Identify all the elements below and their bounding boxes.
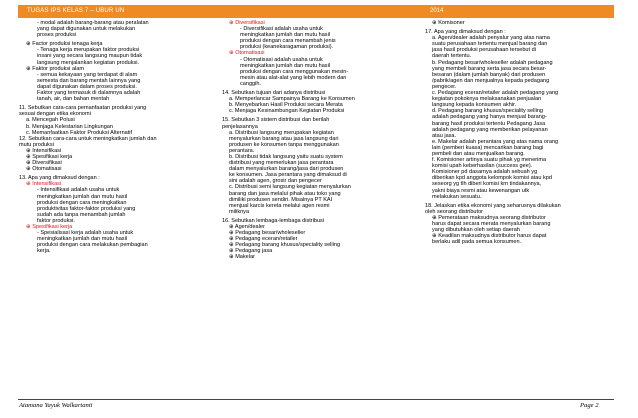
text-line: ⊕ Otomatisasi	[26, 166, 62, 173]
text-line: tanah, air, dan bahan mentah	[37, 96, 110, 103]
text-line: 11. Sebutkan cara-cara pemanfaatan produksi yang	[19, 105, 147, 112]
text-line: seseorg yg tlh diberi komisi krn tindakannya,	[432, 181, 542, 188]
text-line: a. Mencegah Polusi	[26, 117, 75, 124]
text-line: b. Menyebarkan Hasil Produksi secara Merata	[229, 102, 343, 109]
text-line: berlaku adil pada semua konsumen.	[432, 239, 522, 246]
header-year: 2014	[430, 8, 444, 14]
text-line: a. Agen/dealer adalah penyalur yang atas nama	[432, 35, 550, 42]
text-line: yang membeli barang serta jasa secara besar-	[432, 65, 547, 72]
text-line: b. Pedagang besar/wholeseller adalah pedagang	[432, 59, 553, 66]
text-line: langsung kepada konsumen akhir.	[432, 102, 517, 109]
text-line: ⊕ Intensifikasi	[26, 147, 62, 154]
text-line: barang hasil produksi tertentu Pedagang Jasa	[432, 120, 546, 127]
text-line: - semua kekayaan yang terdapat di alam	[37, 71, 138, 78]
text-line: 13. Apa yang dimaksud dengan :	[19, 175, 100, 182]
text-line: insani yang secara langsung maupun tidak	[37, 53, 143, 60]
header-title: TUGAS IPS KELAS 7 – UBUR UN	[27, 8, 125, 14]
text-line: komisi upah keberhasilan (success gee).	[432, 163, 533, 170]
text-line: mesin atau alat-alat yang lebih modern dan	[240, 74, 347, 81]
text-line: ⊕ Diversifikasi	[229, 20, 265, 26]
text-line: besaran (dalam jumlah banyak) dari produsen	[432, 71, 546, 78]
text-line: ⊕ Spesifikasi kerja	[26, 224, 73, 230]
text-line: d. Pedagang barang khusus/speciality selling	[432, 108, 544, 115]
text-line: jasa hasil produksi perusahaan tersebut di	[432, 47, 536, 54]
text-line: sudah ada tanpa menambah jumlah	[37, 211, 126, 218]
text-line: meningkatkan jumlah dan mutu hasil	[37, 236, 128, 243]
text-line: diberikan kpd anggota kelompok komisi atau kpd	[432, 175, 552, 182]
text-line: a. Memperlancar Sampainya Barang ke Konsumen	[229, 96, 355, 103]
text-line: perantara.	[229, 147, 255, 154]
text-line: produksi dengan cara menggunakan mesin-	[240, 68, 349, 75]
text-line: sini adalah agen, grosir dan pengecer	[229, 178, 322, 185]
text-line: ⊕ Pedagang eceran/retailer	[229, 236, 298, 243]
text-line: dalam menyalurkan barang/jasa dari produsen	[229, 166, 344, 173]
text-line: kerja.	[37, 248, 51, 255]
text-line: 14. Sebutkan tujuan dari adanya distribusi	[222, 90, 326, 97]
text-line: adalah pedagang yang memberikan pelayanan	[432, 126, 548, 133]
text-line: Faktor yang termasuk di dalamnya adalah	[37, 90, 141, 97]
text-line: dapat digunakan dalam proses produksi.	[37, 83, 137, 90]
text-line: canggih.	[240, 80, 261, 87]
text-line: melakukan sesuatu.	[432, 193, 482, 200]
text-line: c. Menjaga Kesinambungan Kegiatan Produksi	[229, 108, 345, 115]
text-line: miliknya	[229, 208, 250, 215]
text-line: ⊕ Keadilan maksudnya distributor harus dapat	[432, 233, 547, 240]
text-line: c. Distribusi semi langsung kegiatan menyalurkan	[229, 184, 351, 191]
text-line: suatu perusahaan tertentu menjual barang dan	[432, 41, 548, 48]
text-line: - modal adalah barang-barang atau peralatan	[37, 20, 149, 26]
text-line: semesta dan barang mentah lainnya yang	[37, 77, 141, 84]
text-line: e. Makelar adalah perantara yang atas nama orang	[432, 138, 559, 145]
text-line: ⊕ Otomatisasi	[229, 50, 265, 57]
column-middle	[222, 20, 418, 261]
text-line: 16. Sebutkan lembaga-lembaga distribusi	[222, 217, 325, 224]
text-line: ⊕ Pedagang besar/wholeseller	[229, 230, 306, 237]
text-line: - Tenaga kerja merupakan faktor produksi	[37, 47, 140, 54]
text-line: ⊕ Diversifikasi	[26, 160, 62, 167]
text-line: - Diversifikasi adalah usaha untuk	[240, 26, 323, 33]
text-line: oleh seorang distributor	[425, 208, 483, 215]
text-line: b. Menjaga Kelestarian Lingkungan	[26, 123, 113, 130]
column-right	[425, 20, 619, 245]
text-line: faktor produksi.	[37, 217, 75, 224]
text-line: ⊕ Pedagang barang khusus/speciality selling	[229, 242, 341, 249]
text-line: - Otomatisasi adalah usaha untuk	[240, 56, 323, 63]
text-line: daerah tertentu.	[432, 53, 472, 60]
text-line: produksi dengan cara menambah jenis	[240, 38, 336, 45]
text-line: kegiatan pokoknya melaksanakan penjualan	[432, 96, 542, 103]
text-line: atau jasa.	[432, 132, 457, 139]
text-line: langsung menjalankan kegiatan produksi.	[37, 59, 140, 66]
text-line: b. Distribusi tidak langsung yaitu suatu system	[229, 153, 343, 160]
text-line: yang dapat digunakan untuk melakukan	[37, 26, 136, 33]
text-line: Komisioner pd dasarnya adalah sebuah yg	[432, 169, 538, 176]
text-line: proses produksi	[37, 32, 77, 39]
text-line: - Intensifikasi adalah usaha untuk	[37, 187, 120, 194]
text-line: produsen ke konsumen tanpa menggunakan	[229, 141, 339, 148]
footer-author: Atamana Yayuk Walkartanti	[19, 402, 93, 409]
text-line: distribusi yang memerlukan jasa perantara	[229, 160, 334, 167]
text-line: meningkatkan jumlah dan mutu hasil	[240, 32, 331, 39]
text-line: penjelasannya	[222, 123, 258, 130]
text-line: ke konsumen. Jasa perantara yang dimaksud di	[229, 172, 347, 179]
text-line: 17. Apa yang dimaksud dengan :	[425, 29, 506, 36]
text-line: menjual karcis kereta melalui agen resmi	[229, 202, 330, 209]
text-line: 18. Jelaskan etika ekonomi yang seharusnya dilakukan	[425, 202, 561, 209]
text-line: ⊕ Komisoner	[432, 20, 465, 26]
text-line: ⊕ Intensifikasi	[26, 181, 62, 188]
text-line: f. Komisioner artinya suatu pihak yg menerima	[432, 157, 547, 164]
page-header	[18, 5, 614, 18]
text-line: sesuai dengan etika ekonomi	[19, 111, 91, 118]
footer-divider	[18, 399, 614, 400]
text-line: 12. Sebutkan cara-cara untuk meningkatkan jumlah dan	[19, 135, 157, 142]
text-line: ⊕ Makelar	[229, 254, 255, 261]
text-line: yang dibutuhkan oleh setiap daerah	[432, 227, 520, 234]
text-line: yakni biaya resmi atau kewenangan utk	[432, 187, 530, 194]
text-line: produksi (keanekaragaman produksi).	[240, 44, 334, 51]
text-line: 15. Sebutkan 3 sistem distribusi dan berilah	[222, 117, 330, 124]
text-line: ⊕ Faktor produksi alam	[26, 65, 84, 72]
text-line: - Spesialisasi kerja adalah usaha untuk	[37, 230, 134, 237]
text-line: ⊕ Agen/dealer	[229, 224, 265, 230]
text-line: c. Memanfaatkan Faktor Produksi Alternatif	[26, 129, 133, 136]
text-line: c. Pedagang eceran/retailer adalah pedagang yang	[432, 90, 559, 97]
text-line: barang dan jasa melalui pihak atau toko yang	[229, 190, 341, 197]
text-line: produksi dengan cara melakukan pembagian	[37, 242, 148, 249]
text-line: meningkatkan jumlah dan mutu hasil	[240, 62, 331, 69]
text-line: a. Distribusi langsung merupakan kegiatan	[229, 129, 334, 136]
text-line: ⊕ Pedagang jasa	[229, 248, 273, 255]
text-line: produktivitas faktor-faktor produksi yang	[37, 205, 136, 212]
text-line: ⊕ Spesifikasi kerja	[26, 153, 73, 160]
text-line: mutu produksi	[19, 141, 54, 148]
text-line: ⊕ Pemerataan maksudnya seorang distributor	[432, 214, 546, 221]
text-line: pembeli dan atau menjualkan barang.	[432, 150, 525, 157]
text-line: ⊕ Factor produksi tenaga kerja	[26, 41, 103, 48]
text-line: adalah pedagang yang hanya menjual barang-	[432, 114, 547, 121]
text-line: produksi dengan cara meningkatkan	[37, 199, 127, 206]
text-line: dimiliki produsen sendiri. Misalnya PT KAI	[229, 196, 333, 203]
text-line: pengecer.	[432, 83, 457, 90]
text-line: /pabrik/agen dan menjualnya kepada pedagang	[432, 77, 550, 84]
text-line: lain (pemberi kuasa) mencarikan barang bagi	[432, 144, 544, 151]
footer-page-number: Page 2	[580, 402, 599, 409]
text-line: menyalurkan barang atau jasa langsung dari	[229, 135, 339, 142]
text-line: harus dapat secara merata menyalurkan barang	[432, 221, 551, 227]
column-left	[19, 20, 214, 254]
text-line: meningkatkan jumlah dan mutu hasil	[37, 193, 128, 200]
